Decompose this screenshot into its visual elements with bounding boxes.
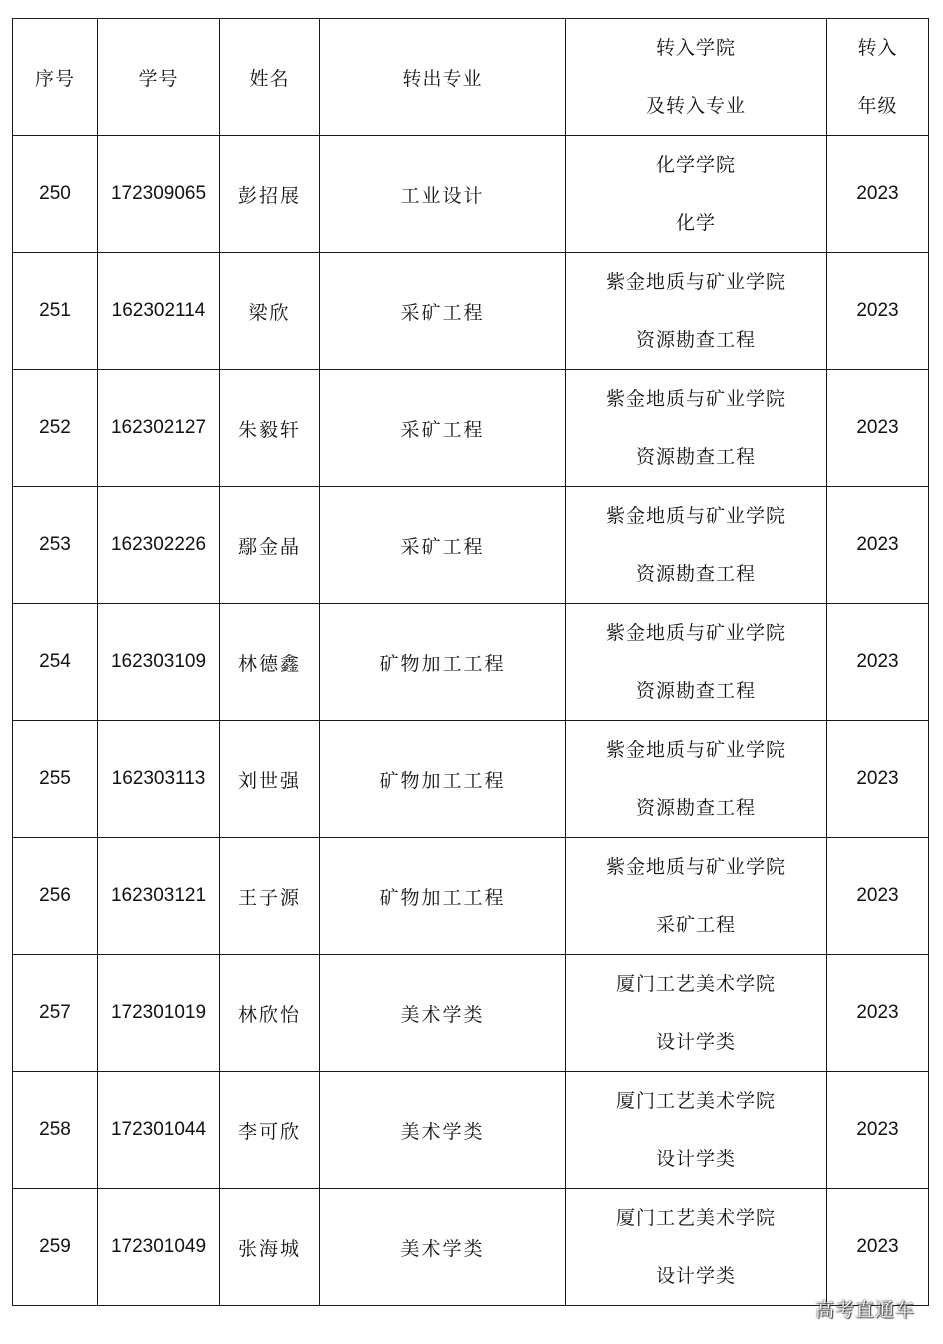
- table-row: [13, 838, 929, 955]
- header-year: [827, 19, 929, 136]
- cell-seq: 255: [13, 721, 98, 838]
- cell-to-major: 设计学类: [655, 1031, 736, 1053]
- cell-from-major: 矿物加工工程: [320, 721, 566, 838]
- cell-to-major: 资源勘查工程: [635, 446, 756, 468]
- table-row: [13, 1072, 929, 1189]
- cell-to-major: 资源勘查工程: [635, 680, 756, 702]
- cell-student-id: 162303121: [98, 838, 220, 955]
- watermark-text: 高考直通车: [814, 1299, 915, 1321]
- cell-to-college-major: [566, 136, 827, 253]
- table-row: [13, 1189, 929, 1306]
- table-row: [13, 253, 929, 370]
- cell-to-major: 化学: [675, 212, 716, 234]
- cell-to-college-major: [566, 1072, 827, 1189]
- cell-student-id: 172301019: [98, 955, 220, 1072]
- cell-to-college-major: [566, 955, 827, 1072]
- cell-student-id: 162302127: [98, 370, 220, 487]
- table-row: [13, 370, 929, 487]
- table-body: [13, 136, 929, 1306]
- cell-to-major: 采矿工程: [655, 914, 736, 936]
- cell-seq: 253: [13, 487, 98, 604]
- cell-name: 林欣怡: [220, 955, 320, 1072]
- header-to-college-line1: 转入学院: [655, 37, 736, 59]
- header-to-college: [566, 19, 827, 136]
- cell-from-major: 美术学类: [320, 1072, 566, 1189]
- cell-from-major: 矿物加工工程: [320, 838, 566, 955]
- cell-to-major: 资源勘查工程: [635, 797, 756, 819]
- cell-name: 王子源: [220, 838, 320, 955]
- cell-from-major: 矿物加工工程: [320, 604, 566, 721]
- cell-student-id: 162302114: [98, 253, 220, 370]
- cell-to-major: 设计学类: [655, 1148, 736, 1170]
- cell-name: 刘世强: [220, 721, 320, 838]
- cell-student-id: 172301049: [98, 1189, 220, 1306]
- cell-to-college-major: [566, 1189, 827, 1306]
- cell-from-major: 工业设计: [320, 136, 566, 253]
- header-year-line2: 年级: [857, 95, 898, 117]
- cell-to-college: 化学学院: [655, 154, 736, 176]
- cell-to-college: 紫金地质与矿业学院: [605, 388, 786, 410]
- cell-seq: 258: [13, 1072, 98, 1189]
- cell-year: 2023: [827, 487, 929, 604]
- cell-seq: 250: [13, 136, 98, 253]
- cell-to-college: 紫金地质与矿业学院: [605, 739, 786, 761]
- cell-year: 2023: [827, 1072, 929, 1189]
- cell-from-major: 美术学类: [320, 1189, 566, 1306]
- header-seq: 序号: [13, 19, 98, 136]
- cell-to-major: 资源勘查工程: [635, 329, 756, 351]
- cell-to-college: 紫金地质与矿业学院: [605, 622, 786, 644]
- cell-seq: 256: [13, 838, 98, 955]
- cell-student-id: 162303113: [98, 721, 220, 838]
- header-to-college-line2: 及转入专业: [645, 95, 746, 117]
- transfer-student-table: [12, 18, 929, 1306]
- cell-name: 彭招展: [220, 136, 320, 253]
- cell-year: 2023: [827, 253, 929, 370]
- cell-to-major: 设计学类: [655, 1265, 736, 1287]
- table-row: [13, 604, 929, 721]
- cell-to-college: 厦门工艺美术学院: [615, 1207, 776, 1229]
- cell-year: 2023: [827, 136, 929, 253]
- cell-to-major: 资源勘查工程: [635, 563, 756, 585]
- cell-name: 李可欣: [220, 1072, 320, 1189]
- cell-seq: 251: [13, 253, 98, 370]
- cell-year: 2023: [827, 604, 929, 721]
- cell-to-college-major: [566, 253, 827, 370]
- cell-year: 2023: [827, 955, 929, 1072]
- cell-student-id: 162303109: [98, 604, 220, 721]
- cell-year: 2023: [827, 370, 929, 487]
- cell-student-id: 172301044: [98, 1072, 220, 1189]
- cell-to-college: 紫金地质与矿业学院: [605, 856, 786, 878]
- cell-to-college: 厦门工艺美术学院: [615, 1090, 776, 1112]
- cell-name: 张海城: [220, 1189, 320, 1306]
- header-from-major: 转出专业: [320, 19, 566, 136]
- cell-from-major: 采矿工程: [320, 253, 566, 370]
- cell-name: 朱毅轩: [220, 370, 320, 487]
- cell-seq: 252: [13, 370, 98, 487]
- table-row: [13, 136, 929, 253]
- cell-to-college: 紫金地质与矿业学院: [605, 271, 786, 293]
- cell-to-college: 紫金地质与矿业学院: [605, 505, 786, 527]
- cell-student-id: 172309065: [98, 136, 220, 253]
- cell-student-id: 162302226: [98, 487, 220, 604]
- cell-to-college: 厦门工艺美术学院: [615, 973, 776, 995]
- cell-year: 2023: [827, 1189, 929, 1306]
- cell-name: 林德鑫: [220, 604, 320, 721]
- cell-to-college-major: [566, 721, 827, 838]
- header-name: 姓名: [220, 19, 320, 136]
- header-year-line1: 转入: [857, 37, 898, 59]
- cell-name: 鄢金晶: [220, 487, 320, 604]
- table-row: [13, 955, 929, 1072]
- table-row: [13, 487, 929, 604]
- cell-to-college-major: [566, 838, 827, 955]
- cell-from-major: 采矿工程: [320, 370, 566, 487]
- header-student-id: 学号: [98, 19, 220, 136]
- cell-to-college-major: [566, 370, 827, 487]
- cell-year: 2023: [827, 721, 929, 838]
- cell-from-major: 美术学类: [320, 955, 566, 1072]
- cell-seq: 254: [13, 604, 98, 721]
- cell-to-college-major: [566, 487, 827, 604]
- table-row: [13, 721, 929, 838]
- cell-seq: 257: [13, 955, 98, 1072]
- cell-seq: 259: [13, 1189, 98, 1306]
- table-header-row: [13, 19, 929, 136]
- cell-name: 梁欣: [220, 253, 320, 370]
- cell-year: 2023: [827, 838, 929, 955]
- cell-to-college-major: [566, 604, 827, 721]
- cell-from-major: 采矿工程: [320, 487, 566, 604]
